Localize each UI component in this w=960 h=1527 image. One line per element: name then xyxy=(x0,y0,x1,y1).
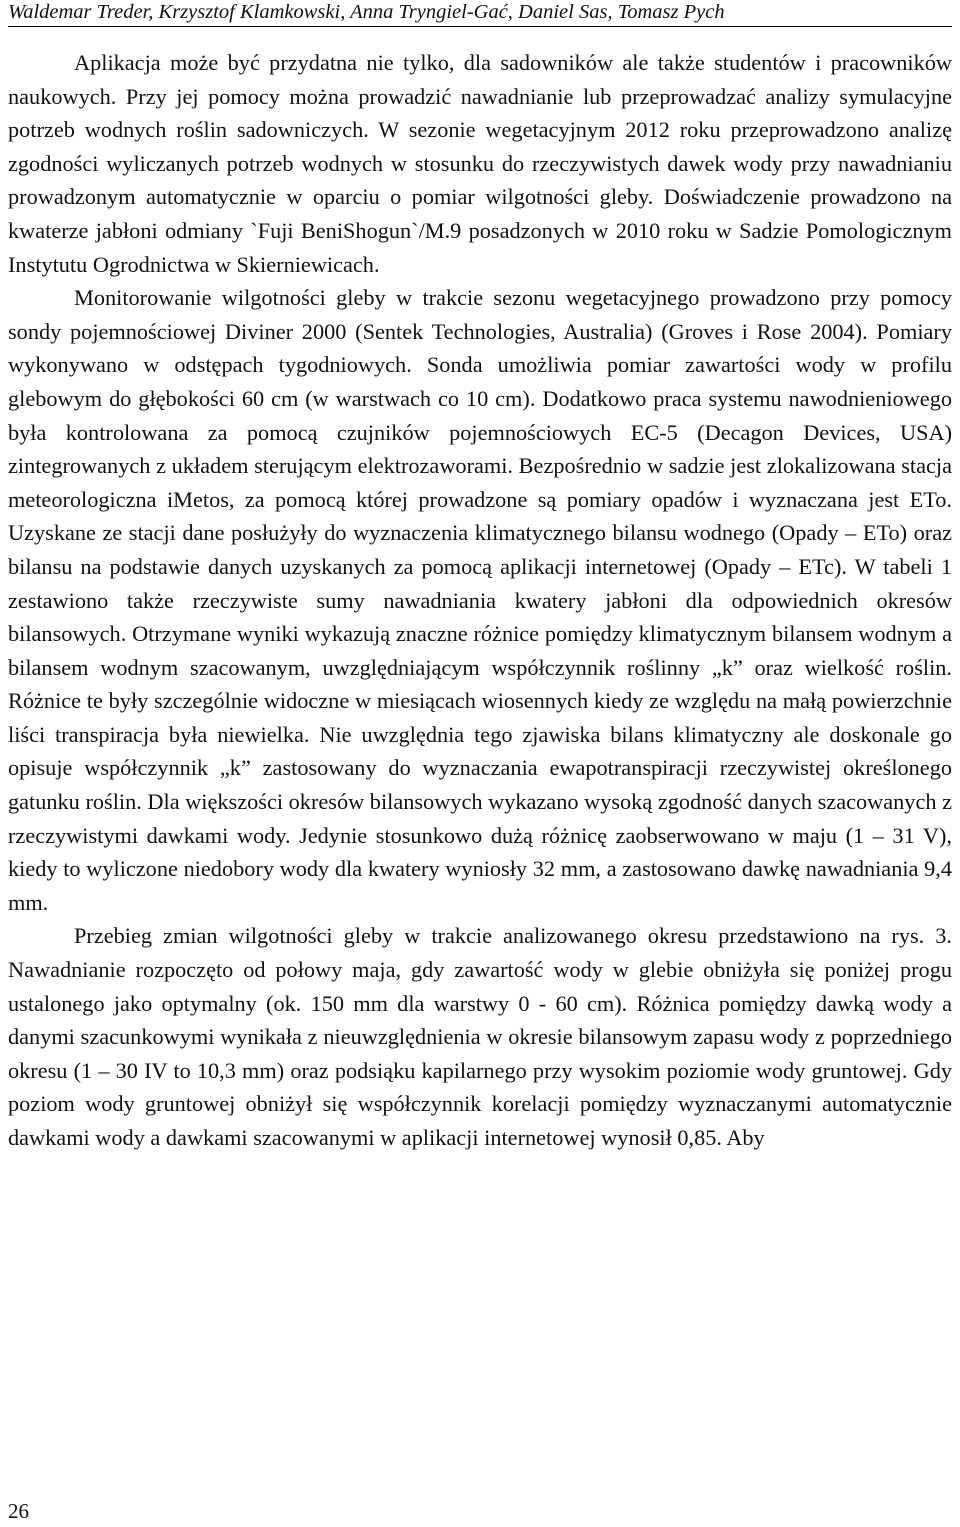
paragraph-monitoring: Monitorowanie wilgotności gleby w trakcie sezonu wegetacyjnego prowadzono przy pomocy sondy pojemnościowej Diviner 2000 (Sentek Technologies, Australia) (Groves i Rose 2004). Pomiary wykonywano w odstępach tygodniowych. Sonda umożliwia pomiar zawartości wody w profilu glebowym do głębokości 60 cm (w warstwach co 10 cm). Dodatkowo praca systemu nawodnieniowego była kontrolowana za pomocą czujników pojemnościowych EC-5 (Decagon Devices, USA) zintegrowanych z układem sterującym elektrozaworami. Bezpośrednio w sadzie jest zlokalizowana stacja meteorologiczna iMetos, za pomocą której prowadzone są pomiary opadów i wyznaczana jest ETo. Uzyskane ze stacji dane posłużyły do wyznaczenia klimatycznego bilansu wodnego (Opady – ETo) oraz bilansu na podstawie danych uzyskanych za pomocą aplikacji internetowej (Opady – ETc). W tabeli 1 zestawiono także rzeczywiste sumy nawadniania kwatery jabłoni dla odpowiednich okresów bilansowych. Otrzymane wyniki wykazują znaczne różnice pomiędzy klimatycznym bilansem wodnym a bilansem wodnym szacowanym, uwzględniającym współczynnik roślinny „k” oraz wielkość roślin. Różnice te były szczególnie widoczne w miesiącach wiosennych kiedy ze względu na małą powierzchnie liści transpiracja była niewielka. Nie uwzględnia tego zjawiska bilans klimatyczny ale doskonale go opisuje współczynnik „k” zastosowany do wyznaczania ewapotranspiracji rzeczywistej określonego gatunku roślin. Dla większości okresów bilansowych wykazano wysoką zgodność danych szacowanych z rzeczywistymi dawkami wody. Jedynie stosunkowo dużą różnicę zaobserwowano w maju (1 – 31 V), kiedy to wyliczone niedobory wody dla kwatery wyniosły 32 mm, a zastosowano dawkę nawadniania 9,4 mm. xyxy=(8,285,952,915)
paragraph-soil-moisture: Przebieg zmian wilgotności gleby w trakcie analizowanego okresu przedstawiono na rys. 3. Nawadnianie rozpoczęto od połowy maja, gdy zawartość wody w glebie obniżyła się poniżej progu ustalonego jako optymalny (ok. 150 mm dla warstwy 0 - 60 cm). Różnica pomiędzy dawką wody a danymi szacunkowymi wynikała z nieuwzględnienia w okresie bilansowym zapasu wody z poprzedniego okresu (1 – 30 IV to 10,3 mm) oraz podsiąku kapilarnego przy wysokim poziomie wody gruntowej. Gdy poziom wody gruntowej obniżył się współczynnik korelacji pomiędzy wyznaczanymi automatycznie dawkami wody a dawkami szacowanymi w aplikacji internetowej wynosił 0,85. Aby xyxy=(8,923,952,1150)
paragraph-application: Aplikacja może być przydatna nie tylko, dla sadowników ale także studentów i pracowników naukowych. Przy jej pomocy można prowadzić nawadnianie lub przeprowadzać analizy symulacyjne potrzeb wodnych roślin sadowniczych. W sezonie wegetacyjnym 2012 roku przeprowadzono analizę zgodności wyliczanych potrzeb wodnych w stosunku do rzeczywistych dawek wody przy nawadnianiu prowadzonym automatycznie w oparciu o pomiar wilgotności gleby. Doświadczenie prowadzono na kwaterze jabłoni odmiany `Fuji BeniShogun`/M.9 posadzonych w 2010 roku w Sadzie Pomologicznym Instytutu Ogrodnictwa w Skierniewicach. xyxy=(8,50,952,277)
header-authors: Waldemar Treder, Krzysztof Klamkowski, Anna Tryngiel-Gać, Daniel Sas, Tomasz Pych xyxy=(8,1,725,23)
page-number: 26 xyxy=(8,1499,29,1523)
article-body xyxy=(8,46,952,1155)
running-header xyxy=(8,0,952,27)
